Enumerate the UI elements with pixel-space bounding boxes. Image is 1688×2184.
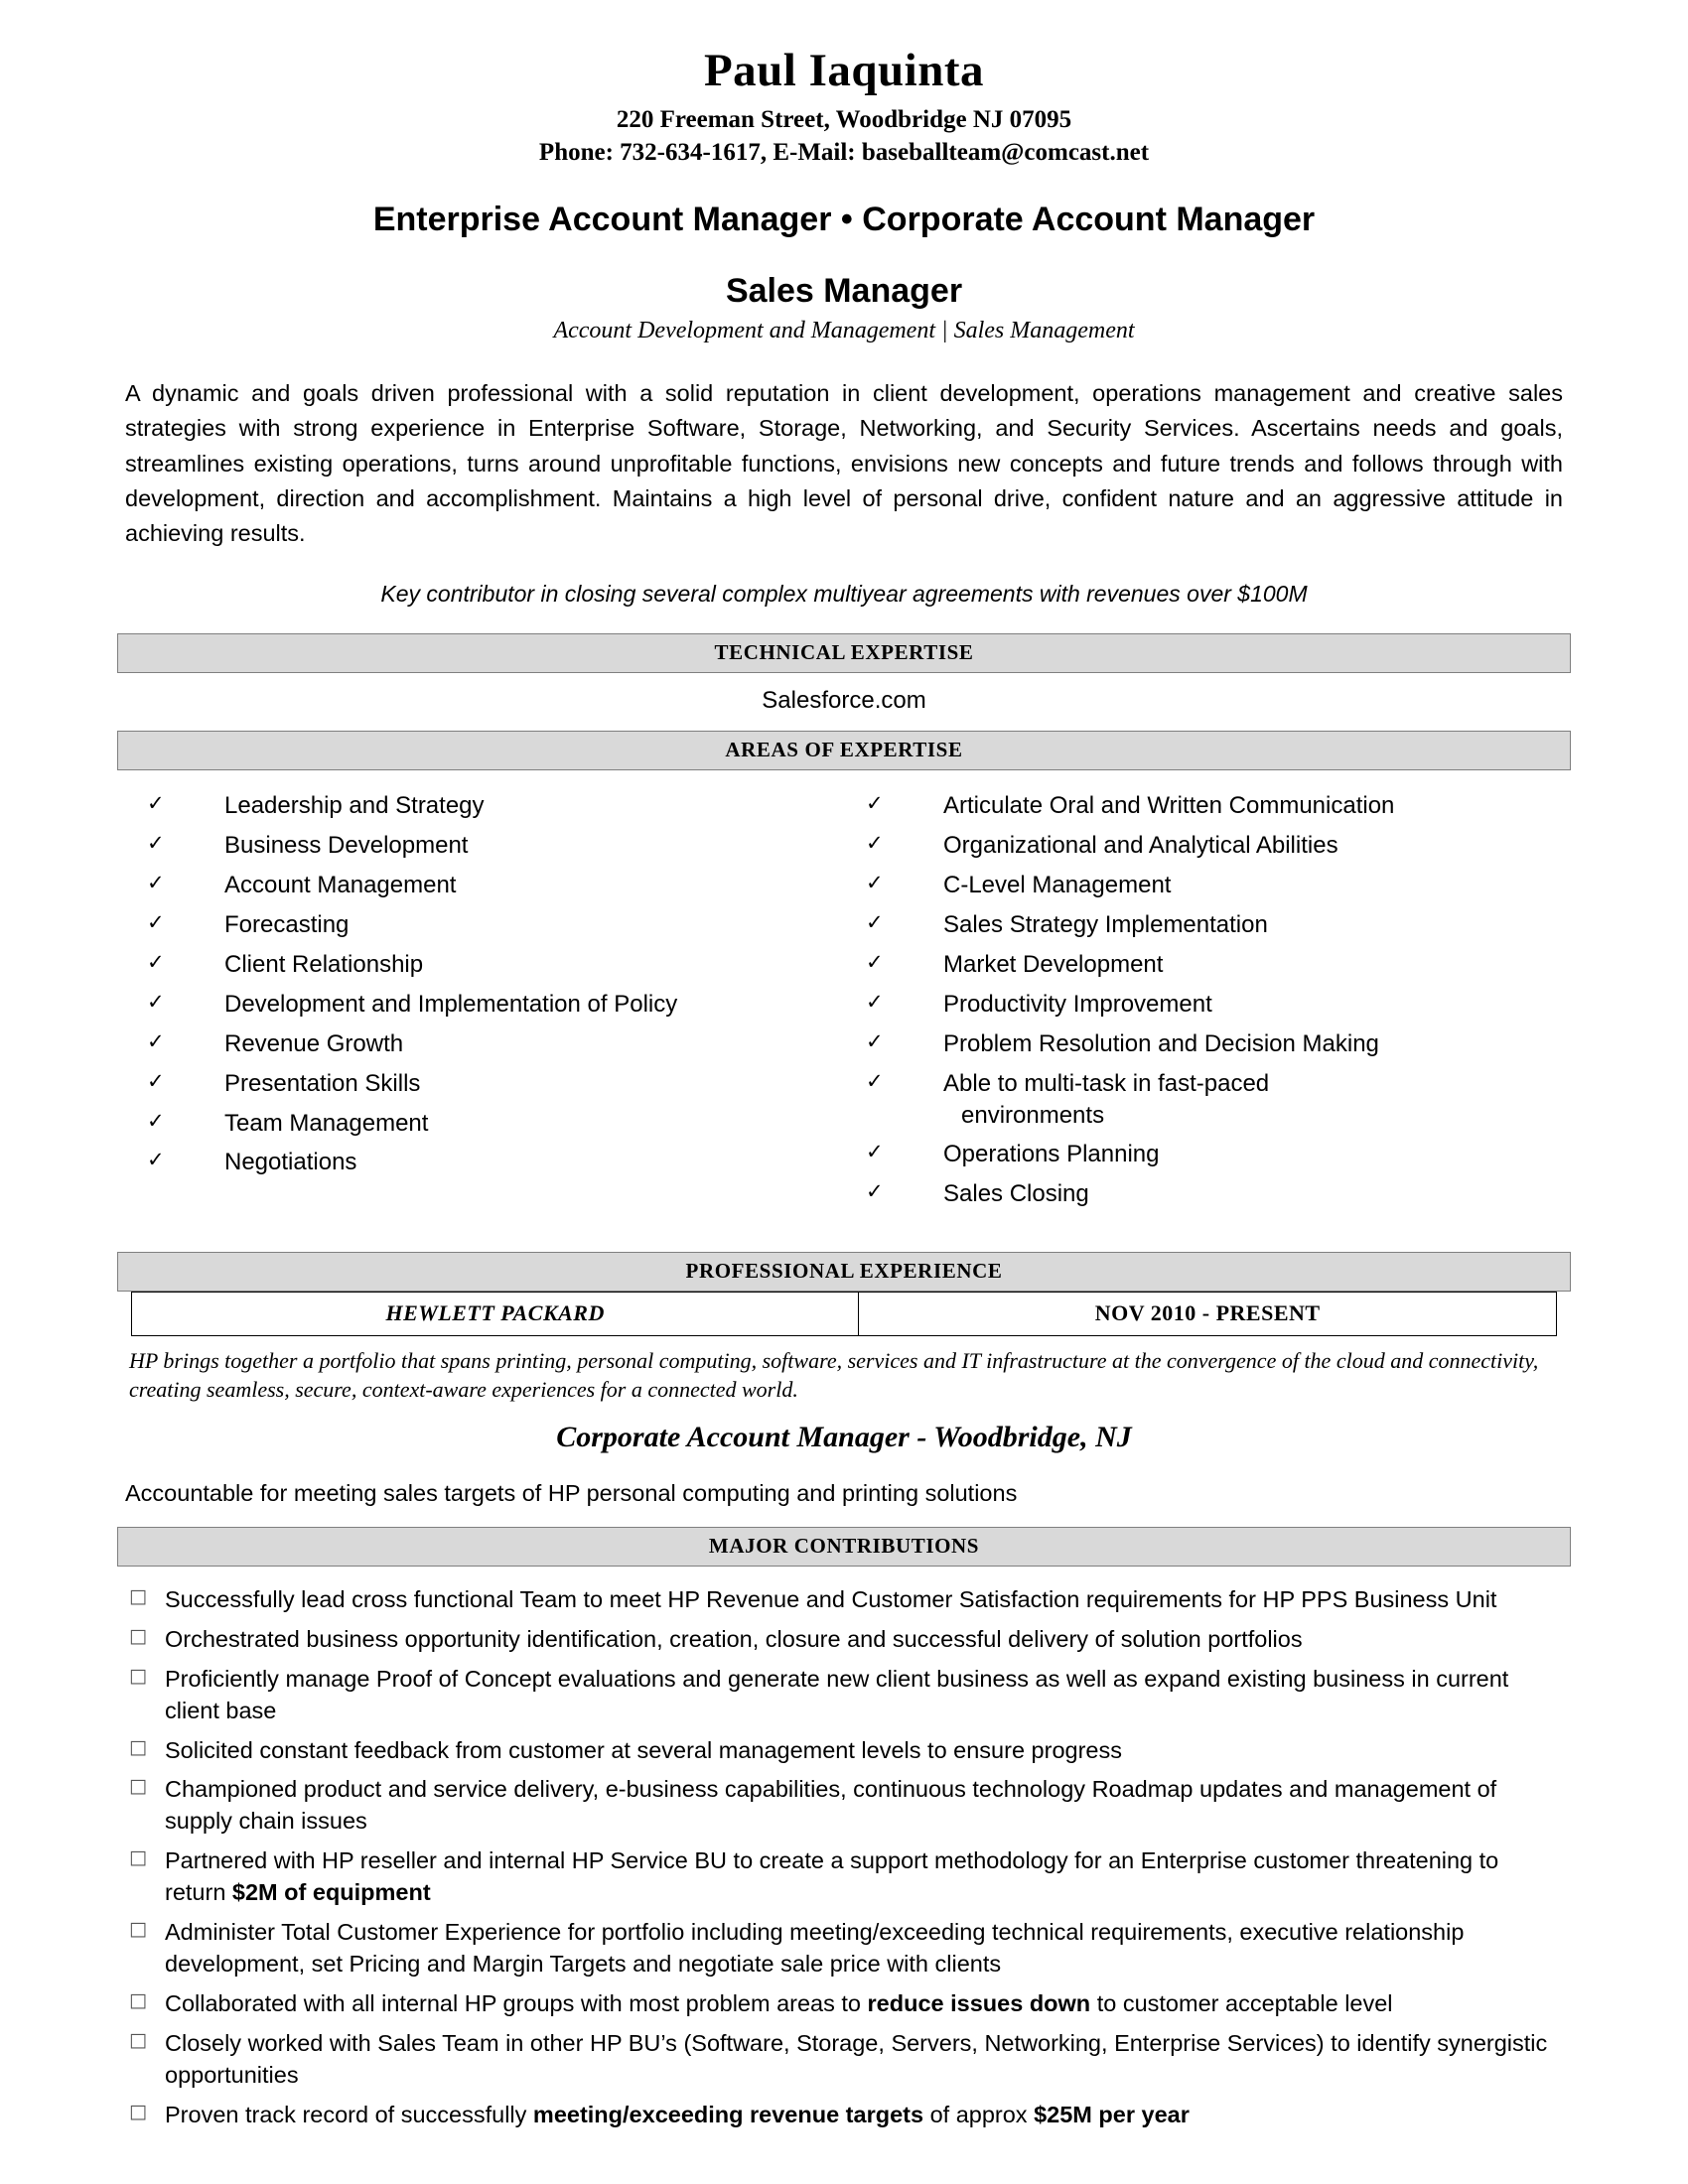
list-item [866,1178,1571,1210]
check-icon: ✓ [866,871,884,895]
areas-of-expertise-list [117,790,1571,1218]
list-item [147,989,844,1021]
check-icon: ✓ [147,1028,165,1053]
major-contributions-list [117,1584,1571,2131]
check-icon: ✓ [866,831,884,856]
areas-column-right [844,790,1571,1218]
list-item-text: Solicited constant feedback from customer at several management levels to ensure progress [165,1736,1122,1763]
check-icon: ✓ [147,989,165,1014]
check-icon: ✓ [147,1108,165,1133]
list-item [117,1624,1571,1656]
list-item [117,1774,1571,1838]
list-item [117,1664,1571,1727]
list-item-label: environments [961,1101,1105,1129]
list-item-label: Articulate Oral and Written Communication [943,792,1395,820]
list-item [117,2028,1571,2092]
check-icon: ✓ [866,791,884,816]
candidate-contact: Phone: 732-634-1617, E-Mail: baseballteam@comcast.net [538,138,1150,166]
target-title-block [117,199,1571,344]
list-item-label: Sales Closing [943,1180,1089,1208]
candidate-name: Paul Iaquinta [703,45,985,96]
square-bullet-icon: □ [129,1846,147,1869]
list-item-text: Proficiently manage Proof of Concept evaluations and generate new client business as well as expand existing business in current client base [165,1665,1509,1723]
list-item-text: Collaborated with all internal HP groups with most problem areas to reduce issues down to customer acceptable level [165,1990,1393,2017]
check-icon: ✓ [866,949,884,974]
list-item [147,1028,844,1060]
square-bullet-icon: □ [129,1918,147,1941]
check-icon: ✓ [147,1068,165,1093]
list-item-text: Administer Total Customer Experience for portfolio including meeting/exceeding technical requirements, executive relationship development, set Pricing and Margin Targets and negotiate sale price with clients [165,1919,1465,1978]
list-item-label: Account Management [224,872,457,899]
check-icon: ✓ [147,949,165,974]
check-icon: ✓ [866,1140,884,1164]
company-description: HP brings together a portfolio that spans printing, personal computing, software, services and IT infrastructure at the convergence of the cloud and connectivity, creating seamless, secure, context-aware experiences for a connected world. [129,1348,1539,1403]
section-heading-areas-of-expertise: AREAS OF EXPERTISE [117,731,1571,770]
experience-dates: NOV 2010 - PRESENT [1094,1300,1321,1326]
square-bullet-icon: □ [129,2029,147,2052]
list-item-label: Business Development [224,832,469,860]
list-item-label: Operations Planning [943,1141,1160,1168]
list-item-label: Problem Resolution and Decision Making [943,1029,1379,1057]
square-bullet-icon: □ [129,1664,147,1687]
list-item-continuation [866,1100,1571,1132]
list-item [147,1068,844,1100]
target-title-line2: Sales Manager [725,271,963,310]
square-bullet-icon: □ [129,1989,147,2012]
list-item [147,790,844,822]
list-item-label: Leadership and Strategy [224,792,485,820]
target-title-line1: Enterprise Account Manager • Corporate Account Manager [372,200,1316,238]
list-item [866,870,1571,901]
list-item [147,1147,844,1178]
square-bullet-icon: □ [129,2101,147,2123]
check-icon: ✓ [866,989,884,1014]
list-item [117,1584,1571,1616]
check-icon: ✓ [866,1068,884,1093]
experience-company: HEWLETT PACKARD [132,1293,859,1335]
list-item [117,1917,1571,1980]
list-item-label: Market Development [943,950,1164,978]
list-item [866,790,1571,822]
check-icon: ✓ [866,909,884,934]
check-icon: ✓ [147,791,165,816]
resume-header [117,46,1571,169]
check-icon: ✓ [866,1028,884,1053]
list-item-label: Development and Implementation of Policy [224,990,678,1018]
list-item [866,909,1571,941]
list-item [866,989,1571,1021]
list-item-label: Organizational and Analytical Abilities [943,832,1338,860]
experience-role-note: Accountable for meeting sales targets of HP personal computing and printing solutions [125,1479,1018,1506]
list-item [866,1068,1571,1100]
list-item [147,949,844,981]
list-item-label: Sales Strategy Implementation [943,910,1268,938]
list-item-label: Able to multi-task in fast-paced [943,1069,1270,1097]
list-item [117,1988,1571,2020]
list-item [147,830,844,862]
check-icon: ✓ [147,1148,165,1172]
list-item-label: Negotiations [224,1149,357,1176]
square-bullet-icon: □ [129,1775,147,1798]
technical-expertise-value: Salesforce.com [762,687,926,715]
check-icon: ✓ [147,831,165,856]
experience-role-title: Corporate Account Manager - Woodbridge, NJ [556,1420,1132,1453]
list-item [117,2100,1571,2131]
list-item [117,1845,1571,1909]
section-heading-major-contributions: MAJOR CONTRIBUTIONS [117,1527,1571,1567]
list-item-text: Proven track record of successfully meeting/exceeding revenue targets of approx $25M per year [165,2102,1190,2128]
list-item [117,1735,1571,1767]
list-item [147,870,844,901]
list-item [866,949,1571,981]
experience-header-row [131,1292,1557,1336]
list-item [866,830,1571,862]
square-bullet-icon: □ [129,1735,147,1758]
candidate-address: 220 Freeman Street, Woodbridge NJ 07095 [616,105,1072,133]
section-heading-professional-experience: PROFESSIONAL EXPERIENCE [117,1252,1571,1292]
check-icon: ✓ [147,909,165,934]
list-item-label: Productivity Improvement [943,990,1212,1018]
list-item [147,909,844,941]
target-subtitle: Account Development and Management | Sales Management [553,318,1135,343]
list-item-label: C-Level Management [943,872,1172,899]
list-item-label: Team Management [224,1109,429,1137]
section-heading-technical-expertise: TECHNICAL EXPERTISE [117,633,1571,673]
check-icon: ✓ [147,871,165,895]
list-item [866,1028,1571,1060]
professional-summary: A dynamic and goals driven professional with a solid reputation in client development, operations management and creative sales strategies with strong experience in Enterprise Software, Storage, Networking, and Security Services. Ascertains needs and goals, streamlines existing operations, turns around unprofitable functions, envisions new concepts and future trends and follows through with development, direction and accomplishment. Maintains a high level of personal drive, confident nature and an aggressive attitude in achieving results. [125,380,1563,546]
list-item-text: Closely worked with Sales Team in other HP BU’s (Software, Storage, Servers, Networking, Enterprise Services) to identify synergistic opportunities [165,2030,1548,2089]
key-contribution-tagline: Key contributor in closing several complex multiyear agreements with revenues over $100M [380,581,1308,608]
square-bullet-icon: □ [129,1584,147,1607]
list-item-text: Successfully lead cross functional Team to meet HP Revenue and Customer Satisfaction requirements for HP PPS Business Unit [165,1585,1497,1612]
list-item [866,1139,1571,1170]
square-bullet-icon: □ [129,1624,147,1647]
list-item-text: Orchestrated business opportunity identification, creation, closure and successful delivery of solution portfolios [165,1625,1303,1652]
list-item-label: Forecasting [224,910,350,938]
check-icon: ✓ [866,1179,884,1204]
list-item-label: Client Relationship [224,950,424,978]
list-item-text: Championed product and service delivery, e-business capabilities, continuous technology Roadmap updates and management of supply chain issues [165,1776,1497,1835]
list-item-label: Presentation Skills [224,1069,421,1097]
list-item [147,1108,844,1140]
list-item-text: Partnered with HP reseller and internal HP Service BU to create a support methodology for an Enterprise customer threatening to return $2M of equipment [165,1847,1499,1906]
list-item-label: Revenue Growth [224,1029,404,1057]
areas-column-left [117,790,844,1218]
